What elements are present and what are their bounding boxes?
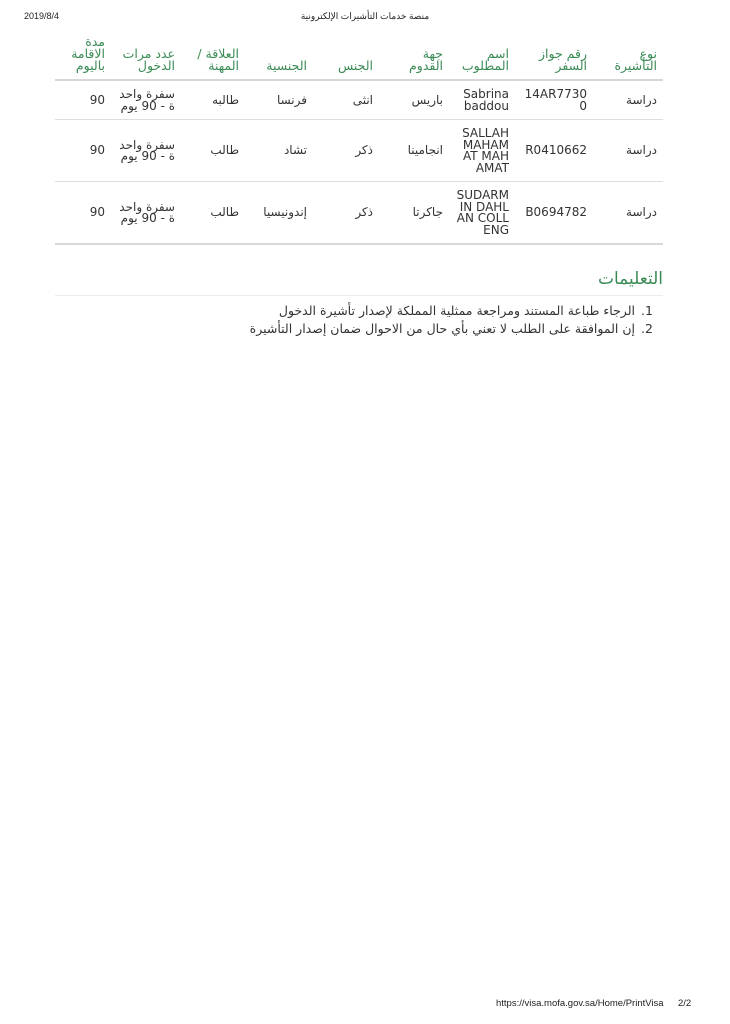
cell-entries: سفرة واحدة - 90 يوم (111, 80, 181, 120)
cell-stay-days: 90 (55, 80, 111, 120)
cell-name: SUDARMIN DAHLAN COLLENG (449, 182, 515, 245)
cell-arrival-from: انجامينا (379, 120, 449, 182)
header-relation-job: العلاقة / المهنة (181, 32, 245, 80)
header-name: اسم المطلوب (449, 32, 515, 80)
cell-gender: ذكر (313, 182, 379, 245)
cell-arrival-from: باريس (379, 80, 449, 120)
cell-entries: سفرة واحدة - 90 يوم (111, 182, 181, 245)
cell-gender: انثى (313, 80, 379, 120)
cell-passport-no: B0694782 (515, 182, 593, 245)
page-content (55, 32, 663, 338)
cell-nationality: تشاد (245, 120, 313, 182)
table-row (55, 120, 663, 182)
instruction-item: 1. الرجاء طباعة المستند ومراجعة ممثلية المملكة لإصدار تأشيرة الدخول (55, 302, 637, 320)
table-row (55, 80, 663, 120)
cell-visa-type: دراسة (593, 80, 663, 120)
table-header-row (55, 32, 663, 80)
cell-passport-no: 14AR77300 (515, 80, 593, 120)
cell-visa-type: دراسة (593, 182, 663, 245)
cell-visa-type: دراسة (593, 120, 663, 182)
header-entries: عدد مرات الدخول (111, 32, 181, 80)
header-nationality: الجنسية (245, 32, 313, 80)
cell-nationality: فرنسا (245, 80, 313, 120)
instruction-item: 2. إن الموافقة على الطلب لا تعني بأي حال من الاحوال ضمان إصدار التأشيرة (55, 320, 637, 338)
instructions-list (55, 302, 663, 338)
cell-nationality: إندونيسيا (245, 182, 313, 245)
header-passport-no: رقم جواز السفر (515, 32, 593, 80)
cell-gender: ذكر (313, 120, 379, 182)
page-url: https://visa.mofa.gov.sa/Home/PrintVisa (496, 998, 664, 1009)
instructions-title: التعليمات (55, 269, 663, 296)
cell-stay-days: 90 (55, 182, 111, 245)
page-number: 2/2 (678, 998, 692, 1009)
cell-relation-job: طالب (181, 182, 245, 245)
print-footer (0, 998, 730, 1012)
print-date: 2019/8/4 (24, 11, 60, 21)
header-gender: الجنس (313, 32, 379, 80)
cell-name: Sabrina baddou (449, 80, 515, 120)
cell-entries: سفرة واحدة - 90 يوم (111, 120, 181, 182)
table-row (55, 182, 663, 245)
cell-relation-job: طالب (181, 120, 245, 182)
header-visa-type: نوع التأشيرة (593, 32, 663, 80)
cell-name: SALLAH MAHAMAT MAHAMAT (449, 120, 515, 182)
print-header (0, 11, 730, 27)
cell-stay-days: 90 (55, 120, 111, 182)
header-stay-days: مدة الاقامة باليوم (55, 32, 111, 80)
cell-arrival-from: جاكرتا (379, 182, 449, 245)
site-title: منصة خدمات التأشيرات الإلكترونية (300, 11, 430, 21)
header-arrival-from: جهة القدوم (379, 32, 449, 80)
cell-relation-job: طالبه (181, 80, 245, 120)
visa-table (55, 32, 663, 245)
cell-passport-no: R0410662 (515, 120, 593, 182)
